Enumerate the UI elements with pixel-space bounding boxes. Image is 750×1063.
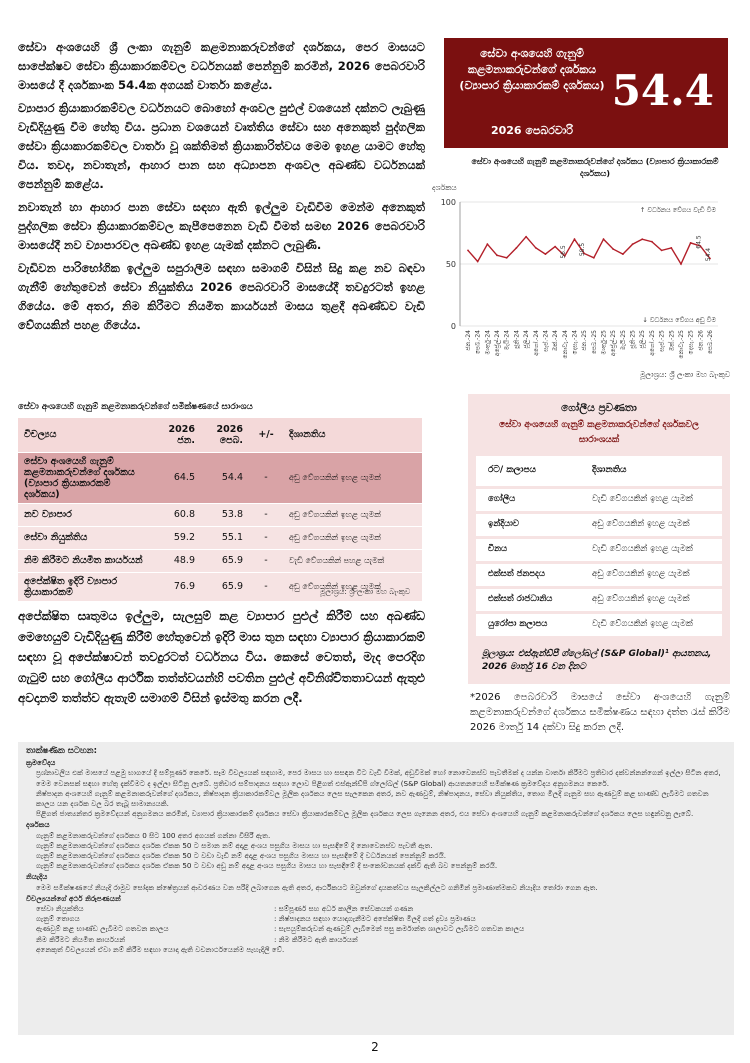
chart-xtick-label: සැප්.-25 xyxy=(658,330,666,352)
summary-header-direction: දිශානතිය xyxy=(283,418,422,452)
chart-xtick-label: ජූනි-25 xyxy=(629,330,637,349)
chart-point xyxy=(486,243,488,245)
summary-title: සේවා අංශයෙහි ගැනුම් කළමනාකරුවන්ගේ සමීක්ෂණයේ සාරාංශය xyxy=(18,402,253,412)
global-trend-row xyxy=(476,589,722,611)
chart-xtick-label: ජූලි-24 xyxy=(523,330,531,349)
global-direction: වැඩි වේගයකින් ඉහළ යැමක් xyxy=(592,494,693,504)
tech-def-row xyxy=(26,924,726,934)
global-trend-row xyxy=(476,539,722,561)
summary-header-change: +/- xyxy=(249,418,283,452)
summary-cell-feb: 65.9 xyxy=(201,549,249,572)
tech-def-row xyxy=(26,935,726,945)
global-region: ඉන්දියාව xyxy=(488,519,520,529)
chart-point xyxy=(593,257,595,259)
summary-cell-direction: අඩු වේගයකින් ඉහළ යැමක් xyxy=(283,452,422,503)
chart-xtick-label: ජූලි-25 xyxy=(639,330,647,349)
tech-def-row xyxy=(26,914,726,924)
intro-paragraph-4: වැඩිවන පාරිභෝගික ඉල්ලුම සපුරාලීම සඳහා සමාගම් විසින් සිදු කළ නව බඳවා ගැනීම් හේතුවෙන් සේවා නියුක්තිය 2026 පෙබරවාරි මාසයේදී තවදුරටත් ඉහළ ගියේය. මේ අතර, නිම කිරීමට නියමිත කාර්යයන් මාසය තුළදී අඛණ්ඩව වැඩි වේගයකින් පහළ ගියේය. xyxy=(18,261,425,332)
chart-xtick-label: නොවැ.-25 xyxy=(677,330,685,359)
summary-cell-jan: 59.2 xyxy=(153,526,201,549)
chart-point xyxy=(467,249,469,251)
chart-point xyxy=(496,254,498,256)
chart-xtick-label: ඔක්.-24 xyxy=(552,330,560,352)
summary-cell-feb: 53.8 xyxy=(201,503,249,526)
chart-point xyxy=(535,247,537,249)
chart-xtick-label: මාර්තු-25 xyxy=(600,330,608,355)
summary-cell-direction: වැඩි වේගයකින් පහළ යැමක් xyxy=(283,549,422,572)
chart-xtick-label: අප්‍රේල්-24 xyxy=(494,330,502,357)
summary-row xyxy=(18,503,422,526)
chart-xtick-label: අගෝ.-24 xyxy=(532,330,540,356)
chart-upper-note: ↑ වර්ධනය වේගය වැඩි වීම xyxy=(639,206,716,214)
chart-data-label: 54.4 xyxy=(705,247,712,262)
tech-heading: තාක්ෂණික සටහන: xyxy=(26,746,97,756)
chart-point xyxy=(574,238,576,240)
tech-index-line: ගැනුම් කළමනාකරුවන්ගේ දර්ශකය දර්ශක ඒකක 50 ට වඩා අඩු නම් අදාළ අංශය පසුගිය මාසය හා සැසඳීමේ දී සංකෝචනයක් දක්වී ඇති බව පෙන්නුම් කරයි. xyxy=(36,861,498,871)
summary-header-feb: 2026 පෙබ. xyxy=(201,418,249,452)
tech-defs-heading: විචල්‍යයන්ගේ අර්ථ නිරූපණයන් xyxy=(26,893,121,903)
global-trend-row xyxy=(476,614,722,636)
tech-index-line: ගැනුම් කළමනාකරුවන්ගේ දර්ශකය දර්ශක ඒකක 50 ට වඩා වැඩි නම් අදාළ අංශය පසුගිය මාසය හා සැසඳීමේ දී වර්ධනයක් පෙන්නුම් කරයි. xyxy=(36,851,447,861)
global-header-direction: දිශානතිය xyxy=(592,465,627,475)
global-direction: වැඩි වේගයකින් ඉහළ යැමක් xyxy=(592,619,693,629)
chart-xtick-label: ජූනි-24 xyxy=(513,330,521,349)
chart-ytick-label: 50 xyxy=(445,260,456,269)
global-region: චීනය xyxy=(488,544,508,554)
outlook-paragraph: අපේක්ෂිත සෘතුමය ඉල්ලුම, සැලසුම් කළ ව්‍යාපාර පුළුල් කිරීම් සහ අඛණ්ඩ මෙහෙයුම් වැඩිදියුණු කිරීම් හේතුවෙන් ඉදිරි මාස තුන සඳහා ව්‍යාපාර ක්‍රියාකාරකම් සඳහා වූ අපේක්ෂාවන් තවදුරටත් වර්ධනය විය. කෙසේ වෙතත්, මැද පෙරදිග ගැටුම් සහ ගෝලීය ආර්ථික තත්ත්වයන්හි පවතින පුළුල් අවිනිශ්චිතතාවයන් ඇතුළු අවදානම් තත්ත්ව ඇතැම් සමාගම් විසින් ඉස්මතු කරන ලදී. xyxy=(18,609,425,705)
tech-method-heading: ක්‍රමවේදය xyxy=(26,758,56,768)
tech-defs-note: අනෙකුත් විචල්‍යයන් ඒවා නම් කිරීම සඳහා යොදා ඇති වචනාර්ථයෙන්ම පැහැදිලි වේ. xyxy=(36,944,285,954)
chart-point xyxy=(516,247,518,249)
tech-def-term: ඇණවුම් කළ භාණ්ඩ ලැබීමට ගතවන කාලය xyxy=(36,924,169,934)
summary-cell-jan: 48.9 xyxy=(153,549,201,572)
chart-xtick-label: නොවැ.-24 xyxy=(561,330,569,359)
chart-xtick-label: පෙබ.-26 xyxy=(707,330,714,355)
chart-xtick-label: මැයි-25 xyxy=(619,330,627,351)
chart-point xyxy=(612,248,614,250)
chart-data-label: 64.5 xyxy=(695,235,703,249)
global-direction: අඩු වේගයකින් ඉහළ යැමක් xyxy=(592,519,690,529)
intro-text xyxy=(18,38,425,339)
summary-cell-jan: 64.5 xyxy=(153,452,201,503)
chart-xtick-label: ජන.-24 xyxy=(465,330,472,351)
index-box-label: සේවා අංශයෙහි ගැනුම් කළමනාකරුවන්ගේ දර්ශකය (ව්‍යාපාර ක්‍රියාකාරකම් දර්ශකය) xyxy=(459,47,605,92)
summary-cell-change: - xyxy=(249,503,283,526)
chart-series-line xyxy=(468,237,710,264)
global-direction: අඩු වේගයකින් ඉහළ යැමක් xyxy=(592,569,690,579)
technical-notes xyxy=(18,742,734,1035)
chart-xtick-label: ජන.-25 xyxy=(581,330,589,351)
chart-data-label: 56.5 xyxy=(559,245,567,259)
tech-index-line: ගැනුම් කළමනාකරුවන්ගේ දර්ශකය 0 සිට 100 අතර අගයක් ගන්නා විසිරී ඇත. xyxy=(36,830,271,840)
summary-cell-sector: නව ව්‍යාපාර xyxy=(18,503,153,526)
chart-point xyxy=(603,238,605,240)
summary-cell-change: - xyxy=(249,549,283,572)
chart-point xyxy=(622,253,624,255)
chart-ytick-label: 100 xyxy=(440,198,456,207)
summary-header-jan: 2026 ජන. xyxy=(153,418,201,452)
index-box-value: 54.4 xyxy=(611,66,714,115)
chart-xtick-label: පෙබ.-25 xyxy=(590,330,598,355)
tech-index-heading: දර්ශකය xyxy=(26,820,50,830)
summary-cell-sector: නිම කිරීමට නියමිත කාර්යයන් xyxy=(18,549,153,572)
summary-cell-jan: 76.9 xyxy=(153,572,201,601)
summary-header-row xyxy=(18,418,422,452)
chart-point xyxy=(477,261,479,263)
tech-method-line: පිළිගත් ජාත්‍යන්තර ක්‍රමවේදයන් අනුගමනය කරමින්, ව්‍යාපාර ක්‍රියාකාරකම් දර්ශකය සේවා ක්‍රියාකාරකම්වල මූලික දර්ශකය ලෙස ගැනෙන අතර, එය සේවා අංශයෙහි ගැනුම් කළමනාකරුවන්ගේ දර්ශකය ලෙස හඳුන්වනු ලැබේ. xyxy=(36,809,694,819)
summary-cell-change: - xyxy=(249,572,283,601)
chart-data-label: 58.5 xyxy=(579,242,587,257)
tech-def-desc: : නිෂ්පාදනය සඳහා යොදාගැනීමට අපේක්ෂිත මිලදී ගත් ද්‍රව්‍ය ප්‍රමාණය xyxy=(274,914,476,924)
tech-def-desc: : සැපයුම්කරුවන් ඇණවුම් ලැබීමෙන් පසු කර්මාන්ත ශාලාවට ලැබීමට ගතවන කාලය xyxy=(274,924,525,934)
summary-cell-sector: අපේක්ෂිත ඉදිරි ව්‍යාපාර ක්‍රියාකාරකම් xyxy=(18,572,153,601)
summary-cell-jan: 60.8 xyxy=(153,503,201,526)
chart-point xyxy=(506,257,508,259)
summary-header-sector: විචල්‍යය xyxy=(18,418,153,452)
global-trends-header xyxy=(476,456,722,486)
global-trends-title: ගෝලීය ප්‍රවණතා xyxy=(561,402,637,414)
global-trend-row xyxy=(476,489,722,511)
chart-xtick-label: මැයි-24 xyxy=(503,330,511,351)
chart-point xyxy=(690,242,692,244)
global-header-region: රට/ කලාපය xyxy=(488,465,537,475)
index-highlight-box xyxy=(444,38,728,148)
survey-footnote: *2026 පෙබරවාරි මාසයේ සේවා අංශයෙහි ගැනුම් කළමනාකරුවන්ගේ දර්ශකය සමීක්ෂණය සඳහා දත්ත රැස් කිරීම 2026 මාර්තු 14 දක්වා සිදු කරන ලදී. xyxy=(470,692,730,733)
chart-xtick-label: අප්‍රේල්-25 xyxy=(610,330,618,357)
tech-method-line: නිෂ්පාදන අංශයෙහි ගැනුම් කළමනාකරුවන්ගේ දර්ශකය, නිෂ්පාදන ක්‍රියාකාරකම්වල මූලික දර්ශකය ලෙස සැලකෙන අතර, නව ඇණවුම්, නිෂ්පාදනය, සේවා නියුක්තිය, තොග මිලදී ගැනුම සහ ඇණවුම් කළ භාණ්ඩ ලැබීමට ගතවන කාලය යන දර්ශක වල බර තැබූ සාමාන්‍යයකි. xyxy=(36,788,709,809)
chart-title: සේවා අංශයෙහි ගැනුම් කළමනාකරුවන්ගේ දර්ශකය (ව්‍යාපාර ක්‍රියාකාරකම් දර්ශකය) xyxy=(471,157,719,178)
tech-sample-heading: නියැදිය xyxy=(26,872,48,882)
global-direction: වැඩි වේගයකින් ඉහළ යැමක් xyxy=(592,544,693,554)
summary-cell-change: - xyxy=(249,452,283,503)
chart-ylabel: දර්ශකය xyxy=(432,183,457,192)
global-region: ගෝලීය xyxy=(488,494,516,504)
chart-point xyxy=(525,236,527,238)
global-region: එක්සත් රාජධානිය xyxy=(488,594,553,604)
chart-point xyxy=(680,263,682,265)
summary-cell-direction: අඩු වේගයකින් ඉහළ යැමක් xyxy=(283,503,422,526)
chart-point xyxy=(554,246,556,248)
chart-point xyxy=(641,238,643,240)
intro-paragraph-1: සේවා අංශයෙහි ශ්‍රී ලංකා ගැනුම් කළමනාකරුවන්ගේ දර්ශකය, පෙර මාසයට සාපේක්ෂව සේවා ක්‍රියාකාරකම්වල වර්ධනයක් පෙන්නුම් කරමින්, 2026 පෙබරවාරි මාසයේ දී දර්ශකාංක 54.4ක අගයක් වාර්තා කළේය. xyxy=(18,40,425,92)
summary-cell-feb: 65.9 xyxy=(201,572,249,601)
tech-def-term: සේවා නියුක්තිය xyxy=(36,904,84,914)
chart-xtick-label: දෙසැ.-25 xyxy=(687,330,695,355)
intro-paragraph-2: ව්‍යාපාර ක්‍රියාකාරකම්වල වර්ධනයට බොහෝ අංශවල පුළුල් වශයෙන් දක්නට ලැබුණු වැඩිදියුණු වීම හේතු විය. ප්‍රධාන වශයෙන් වෘත්තිය සේවා සහ අනෙකුත් පුද්ගලික සේවා ක්‍රියාකාරකම්වල වාර්තා වූ ශක්තිමත් ක්‍රියාකාරිත්වය මෙම ඉහළ යාමට හේතු විය. තවද, නවාතැන්, ආහාර පාන සහ අධ්‍යාපන අංශවල අඛණ්ඩ වර්ධනයක් පෙන්නුම් කළේය. xyxy=(18,101,425,191)
pmi-line-chart xyxy=(430,178,730,370)
summary-table xyxy=(18,418,422,601)
global-direction: අඩු වේගයකින් ඉහළ යැමක් xyxy=(592,594,690,604)
tech-def-term: ගැනුම් තොගය xyxy=(36,914,80,924)
chart-point xyxy=(670,247,672,249)
intro-paragraph-3: නවාතැන් හා ආහාර පාන සේවා සඳහා ඇති ඉල්ලුම වැඩිවීම මෙන්ම අනෙකුත් පුද්ගලික සේවා ක්‍රියාකාරකම්වල කැපීපෙනෙන වැඩි වීමත් සමඟ 2026 පෙබරවාරි මාසයේදී නව ව්‍යාපාරවල අඛණ්ඩ ඉහළ යැමක් දක්නට ලැබුණි. xyxy=(18,200,425,252)
summary-source: මූලාශ්‍රය: ශ්‍රී ලංකා මහ බැංකුව xyxy=(320,587,411,596)
tech-def-desc: : නිම කිරීමට ඇති කාර්යයන් xyxy=(274,934,358,944)
global-trends-source: මූලාශ්‍රය: එස්ඇන්ඩ්පී ග්ලෝබල් (S&P Global)¹ ආයතනය, 2026 මාර්තු 16 වන දිනට xyxy=(482,649,712,672)
chart-point xyxy=(661,249,663,251)
summary-row xyxy=(18,526,422,549)
tech-def-term: නිම කිරීමට නියමිත කාර්යයන් xyxy=(36,934,126,944)
global-trend-row xyxy=(476,514,722,536)
chart-point xyxy=(651,241,653,243)
summary-cell-sector: සේවා නියුක්තිය xyxy=(18,526,153,549)
summary-cell-change: - xyxy=(249,526,283,549)
chart-lower-note: ↓ වර්ධනය වේගය අඩු වීම xyxy=(642,316,716,324)
summary-cell-sector: සේවා අංශයෙහි ගැනුම් කළමනාකරුවන්ගේ දර්ශකය (ව්‍යාපාර ක්‍රියාකාරකම් දර්ශකය) xyxy=(18,452,153,503)
chart-xtick-label: දෙසැ.-24 xyxy=(571,330,579,355)
chart-xtick-label: පෙබ.-24 xyxy=(474,330,482,355)
chart-xtick-label: සැප්.-24 xyxy=(542,330,550,352)
chart-point xyxy=(545,253,547,255)
summary-row xyxy=(18,452,422,503)
chart-xtick-label: අගෝ.-25 xyxy=(648,330,656,356)
page-number: 2 xyxy=(371,1040,379,1054)
global-region: එක්සත් ජනපදය xyxy=(488,569,545,579)
summary-cell-feb: 54.4 xyxy=(201,452,249,503)
tech-method-line: ප්‍රශ්නාවලිය එක් මාසයේ පළමු භාගයේ දී සම්පූර්ණ කෙරේ. සෑම විචල්‍යයක් සඳහාම, පෙර මාසය හා සසඳන විට වැඩි වීමක්, අඩුවීමක් හෝ නොවෙනස්ව පැවතීමක් ද යන්න වාර්තා කිරීමට ප්‍රතිචාර දක්වන්නන්ගෙන් ඉල්ලා සිටින අතර, මෙම වෙනසක් සඳහා හේතු දැක්වීමට ද ඉල්ලා සිටිනු ලැබේ. ප්‍රතිචාර සම්පාදනය සඳහා ලොව පිළිගත් එස්ඇන්ඩ්පී ග්ලෝබල් (S&P Global) ආයතනයෙහි සමීක්ෂණ ක්‍රමවේදය අනුගමනය කෙරේ. xyxy=(36,768,721,788)
chart-xtick-label: මාර්තු-24 xyxy=(484,330,492,355)
chart-xtick-label: ඔක්.-25 xyxy=(668,330,676,352)
chart-ytick-label: 0 xyxy=(450,322,456,331)
summary-cell-feb: 55.1 xyxy=(201,526,249,549)
tech-index-line: ගැනුම් කළමනාකරුවන්ගේ දර්ශකය දර්ශක ඒකක 50 ට සමාන නම් අදාළ අංශය පසුගිය මාසය හා සැසඳීමේ දී නොවෙනස්ව පැවතී ඇත. xyxy=(36,840,433,850)
summary-cell-direction: අඩු වේගයකින් ඉහළ යැමක් xyxy=(283,572,422,601)
summary-cell-direction: අඩු වේගයකින් ඉහළ යැමක් xyxy=(283,526,422,549)
global-region: යුරෝපා කලාපය xyxy=(488,619,548,629)
tech-sample-line: මෙම සමීක්ෂණයේ නියැදි රාමුව සෝදක ක්ෂේත්‍රයන් ආවරණය වන පරිදි ලබාගෙන ඇති අතර, ආර්ථිකයට ඔවුන්ගේ දායකත්වය සැලකිල්ලට ගනිමින් ප්‍රමාණාත්මකව නියැදිය තෝරා ගෙන ඇත. xyxy=(36,882,598,892)
global-trends-box xyxy=(468,394,730,684)
global-trends-subtitle: සේවා අංශයෙහි ගැනුම් කළමනාකරුවන්ගේ දර්ශකවල සාරාංශයක් xyxy=(499,420,699,445)
tech-def-desc: : සම්පූර්ණ සහ අර්ධ කාලීන සේවකයන් ගණන xyxy=(274,904,414,914)
chart-xtick-label: ජන.-26 xyxy=(697,330,705,351)
outlook-text xyxy=(18,606,425,713)
global-trend-row xyxy=(476,564,722,586)
summary-row xyxy=(18,549,422,572)
chart-point xyxy=(632,243,634,245)
index-box-date: 2026 පෙබරවාරි xyxy=(490,124,574,137)
chart-source: මූලාශ්‍රය: ශ්‍රී ලංකා මහ බැංකුව xyxy=(640,370,731,379)
tech-def-row xyxy=(26,904,726,914)
